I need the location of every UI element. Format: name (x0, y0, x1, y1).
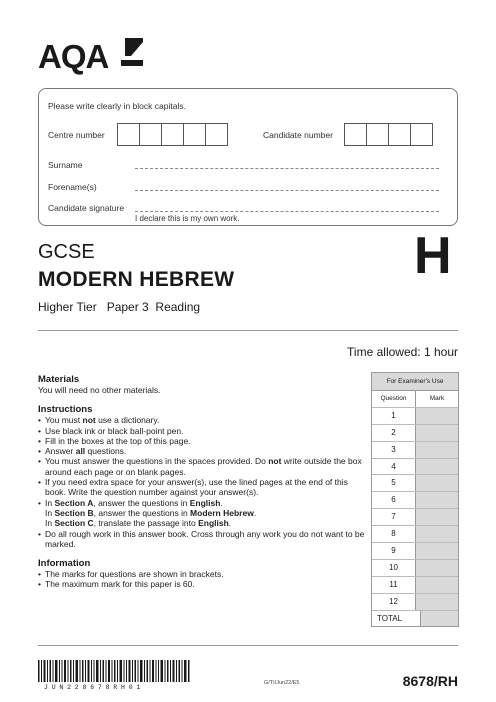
instruction-item: • If you need extra space for your answer(s), use the lined pages at the end of this book. Write the question number against your answer(s). (38, 477, 366, 498)
question-number: 1 (372, 408, 416, 424)
footer-divider (38, 645, 458, 646)
table-row (372, 459, 458, 476)
question-number: 3 (372, 442, 416, 458)
centre-number-cell[interactable] (117, 123, 140, 146)
question-number: 2 (372, 425, 416, 441)
candidate-number-boxes[interactable] (345, 123, 433, 146)
question-number: 5 (372, 475, 416, 491)
front-cover-text (38, 374, 366, 590)
signature-label: Candidate signature (48, 203, 125, 213)
instructions-heading: Instructions (38, 404, 93, 416)
mark-cell (416, 408, 458, 424)
mark-cell (416, 560, 458, 576)
question-number: 12 (372, 594, 416, 610)
question-number: 7 (372, 509, 416, 525)
mark-cell (416, 492, 458, 508)
mark-cell (416, 594, 458, 610)
aqa-logo: AQA (38, 38, 109, 75)
total-row (372, 611, 458, 627)
mark-cell (416, 475, 458, 491)
tier-text: Higher Tier (38, 300, 97, 314)
paper-text: Paper 3 (106, 300, 149, 314)
table-row (372, 560, 458, 577)
barcode-icon (38, 660, 190, 682)
mark-cell (416, 543, 458, 559)
mark-cell (416, 509, 458, 525)
table-row (372, 594, 458, 611)
question-number: 4 (372, 459, 416, 475)
candidate-number-label: Candidate number (263, 130, 333, 140)
table-row (372, 577, 458, 594)
candidate-number-cell[interactable] (388, 123, 411, 146)
table-row (372, 408, 458, 425)
mark-cell (416, 526, 458, 542)
candidate-details-box (38, 88, 458, 226)
centre-number-cell[interactable] (183, 123, 206, 146)
information-item: • The maximum mark for this paper is 60. (38, 579, 366, 589)
mark-cell (416, 442, 458, 458)
table-row (372, 475, 458, 492)
question-number: 10 (372, 560, 416, 576)
barcode-text: JUN228678RH01 (44, 684, 145, 691)
question-number: 11 (372, 577, 416, 593)
table-row (372, 492, 458, 509)
declaration-text: I declare this is my own work. (135, 214, 240, 223)
table-row (372, 509, 458, 526)
centre-number-cell[interactable] (205, 123, 228, 146)
aqa-logo-mark-icon (121, 38, 143, 66)
table-row (372, 442, 458, 459)
table-row (372, 425, 458, 442)
instruction-item: • In Section A, answer the questions in English. In Section B, answer the questions in Modern Hebrew. In Section C, translate the passage into English. (38, 498, 366, 529)
centre-number-label: Centre number (48, 130, 105, 140)
table-row (372, 526, 458, 543)
component-text: Reading (155, 300, 201, 314)
question-column-header: Question (372, 391, 416, 407)
candidate-number-cell[interactable] (344, 123, 367, 146)
centre-number-boxes[interactable] (118, 123, 228, 146)
mark-cell (416, 459, 458, 475)
tier-letter: H (414, 227, 452, 285)
signature-line[interactable] (135, 211, 439, 212)
time-allowed: Time allowed: 1 hour (347, 345, 458, 359)
subject-title: MODERN HEBREW (38, 268, 235, 291)
instructions-list (38, 415, 366, 549)
information-heading: Information (38, 558, 91, 570)
centre-number-cell[interactable] (161, 123, 184, 146)
materials-text: You will need no other materials. (38, 385, 161, 395)
materials-heading: Materials (38, 374, 80, 385)
instruction-item: • You must answer the questions in the spaces provided. Do not write outside the box around each page or on blank pages. (38, 456, 366, 477)
information-item: • The marks for questions are shown in brackets. (38, 569, 366, 579)
total-label: TOTAL (372, 611, 421, 627)
paper-code: 8678/RH (402, 673, 458, 689)
mark-column-header: Mark (416, 391, 458, 407)
instruction-item: • Use black ink or black ball-point pen. (38, 426, 366, 436)
total-mark-cell (421, 611, 458, 627)
tier-line (38, 300, 200, 315)
question-number: 8 (372, 526, 416, 542)
surname-label: Surname (48, 160, 83, 170)
question-number: 9 (372, 543, 416, 559)
examiner-use-table (371, 372, 459, 627)
instruction-item: • Fill in the boxes at the top of this page. (38, 436, 366, 446)
candidate-number-cell[interactable] (410, 123, 433, 146)
instruction-item: • You must not use a dictionary. (38, 415, 366, 425)
candidate-number-cell[interactable] (366, 123, 389, 146)
question-number: 6 (372, 492, 416, 508)
instruction-item: • Answer all questions. (38, 446, 366, 456)
mark-cell (416, 425, 458, 441)
qualification-title: GCSE (38, 241, 95, 263)
forenames-line[interactable] (135, 190, 439, 191)
reference-code: G/TI/Jun22/E5 (264, 680, 300, 686)
information-list (38, 569, 366, 590)
centre-number-cell[interactable] (139, 123, 162, 146)
block-capitals-instruction: Please write clearly in block capitals. (48, 101, 186, 111)
examiner-table-title: For Examiner's Use (372, 373, 458, 391)
table-row (372, 543, 458, 560)
forenames-label: Forename(s) (48, 182, 97, 192)
surname-line[interactable] (135, 168, 439, 169)
divider (38, 330, 458, 331)
instruction-item: • Do all rough work in this answer book. Cross through any work you do not want to be marked. (38, 529, 366, 550)
mark-cell (416, 577, 458, 593)
examiner-table-header-row (372, 391, 458, 408)
